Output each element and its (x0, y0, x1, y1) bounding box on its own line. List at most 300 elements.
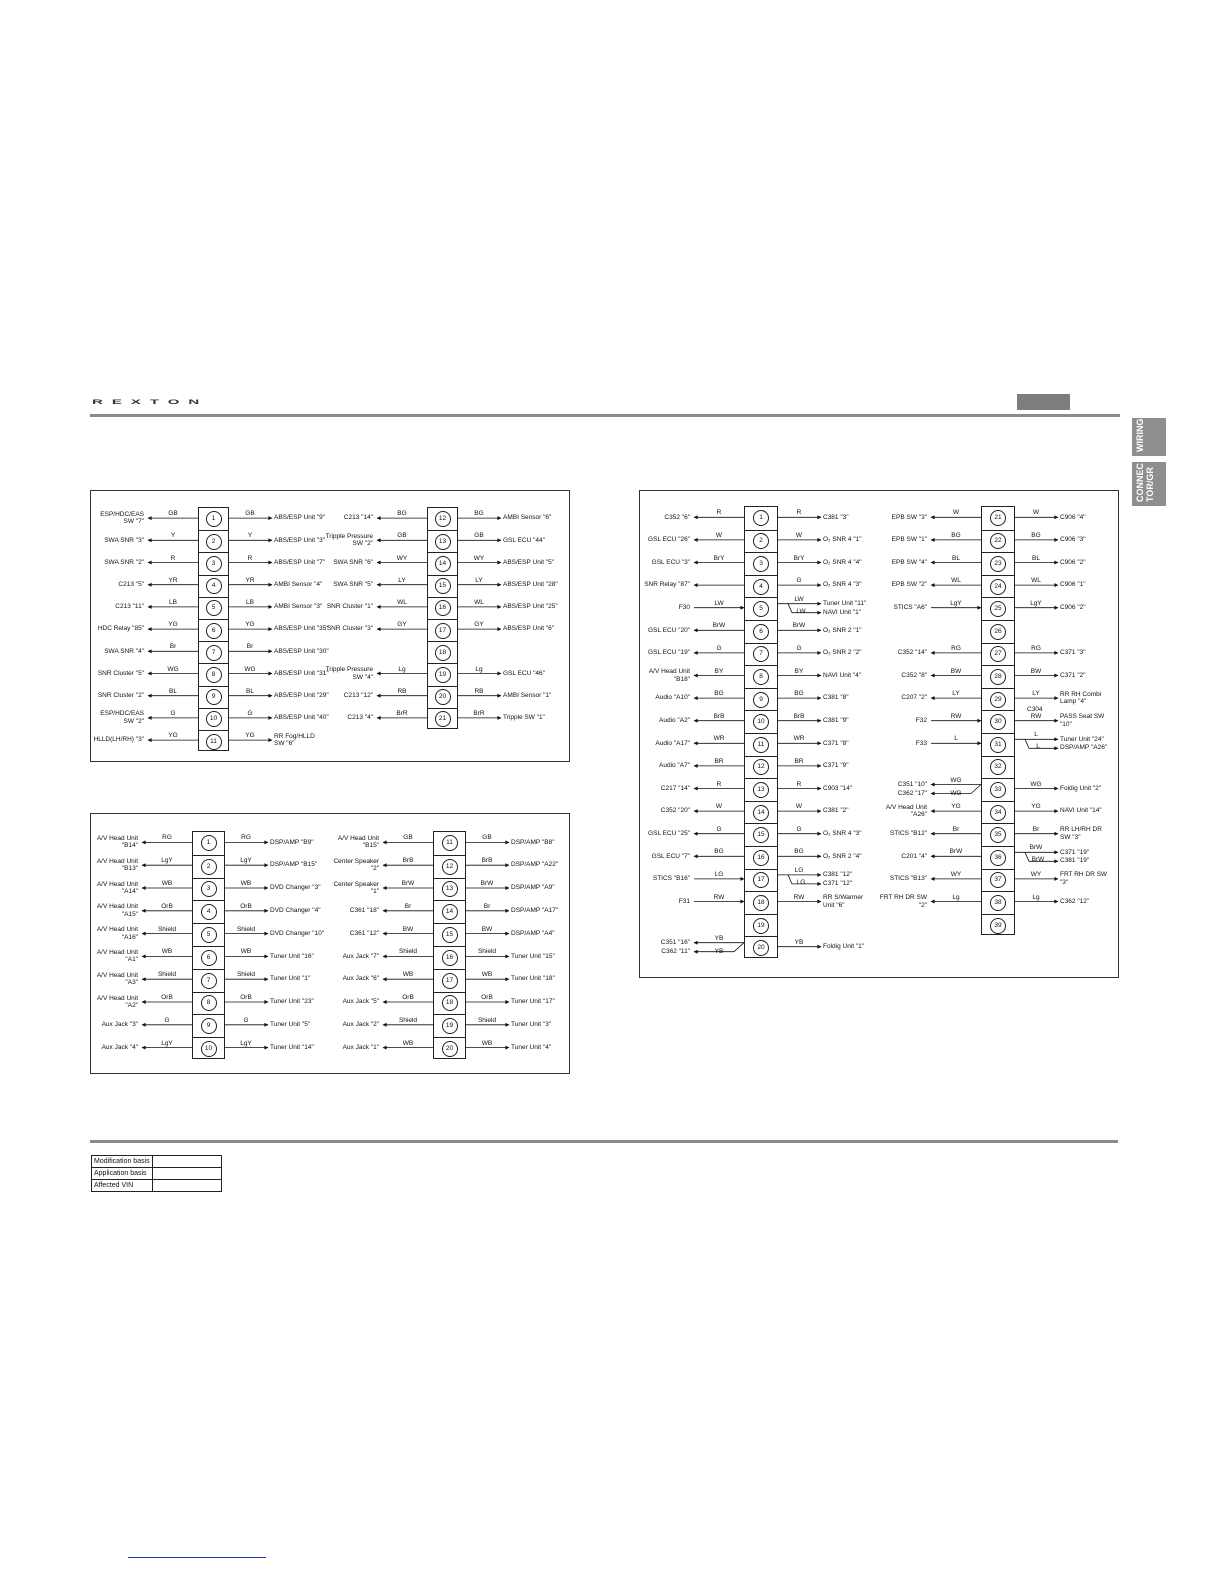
wire-color-right: OrB (240, 994, 252, 1001)
header-rule (90, 414, 1120, 417)
wire-color-right: YR (245, 576, 255, 584)
circuit-left: SNR Relay "87" (644, 581, 690, 589)
wire-color-left: WB (402, 1039, 414, 1047)
footer-label: Application basis (92, 1168, 153, 1180)
pin-cell (745, 869, 777, 892)
wire-color-left: L (954, 735, 958, 743)
wire-color-right: BG (474, 510, 484, 518)
circuit-right: RR S/Warmer Unit "6" (823, 894, 864, 909)
circuit-right: ABS/ESP Unit "5" (503, 558, 555, 566)
brand-logo: REXTON (92, 398, 209, 406)
circuit-left: C352 "14" (897, 649, 927, 657)
circuit-right: Tuner Unit "3" (511, 1021, 552, 1029)
wire-color-left: BrW (401, 880, 415, 887)
wire-color-left: BrB (713, 712, 725, 720)
pin-number: 22 (990, 533, 1006, 549)
circuit-right: ABS/ESP Unit "35" (274, 625, 329, 633)
wire-color-right: GB (482, 834, 492, 842)
wire-color-right: W (1032, 509, 1040, 517)
pin-number: 6 (753, 624, 769, 640)
wire-color-right: RG (241, 834, 251, 842)
pin-number: 20 (753, 940, 769, 956)
footer-row (92, 1180, 222, 1192)
circuit-right: GSL ECU "44" (503, 536, 545, 544)
wire-color-left: YG (168, 732, 178, 740)
circuit-left: GSL ECU "3" (651, 558, 690, 566)
pin-cell (745, 733, 777, 756)
circuit-right: O₂ SNR 4 "3" (823, 829, 862, 837)
wire-color-left: LY (952, 690, 960, 698)
wire-color-right: LgY (240, 1039, 252, 1047)
pin-cell (982, 530, 1014, 553)
circuit-right: C381 "12" (823, 871, 853, 879)
pin-cell (193, 1037, 224, 1060)
wire-color-right: BrB (793, 712, 805, 720)
circuit-left: Tripple Pressure SW "4" (325, 666, 373, 681)
pin-cell (199, 530, 228, 552)
pin-cell (428, 641, 457, 663)
pin-cell (745, 643, 777, 666)
wire-color-left: BrB (402, 857, 414, 865)
circuit-right: C371 "3" (1060, 649, 1086, 657)
circuit-right: C906 "2" (1060, 603, 1086, 611)
wire-color-left: LgY (950, 599, 962, 607)
wire-color-right: BL (246, 687, 254, 695)
pin-cell (199, 619, 228, 641)
circuit-left: C352 "6" (664, 513, 690, 521)
wire-color-right: GB (245, 510, 255, 518)
wire-color-right: LgY (1030, 599, 1042, 607)
circuit-left: Center Speaker "2" (333, 857, 379, 873)
circuit-left: C361 "18" (349, 907, 379, 915)
pin-number: 2 (201, 859, 217, 875)
circuit-right: DVD Changer "10" (270, 929, 325, 937)
wire-color-left: OrB (161, 994, 173, 1001)
pin-cell (434, 878, 465, 901)
circuit-right: Tuner Unit "24" (1060, 735, 1104, 743)
pin-cell (193, 923, 224, 946)
wire-color-right: Lg (1032, 893, 1040, 901)
pin-number: 4 (753, 579, 769, 595)
circuit-left: C201 "4" (901, 852, 927, 860)
circuit-left: EPB SW "4" (891, 558, 927, 566)
wire-color-right: G (796, 577, 802, 585)
pin-number: 5 (753, 601, 769, 617)
circuit-right: NAVI Unit "1" (823, 608, 862, 616)
wire-color-left: BW (402, 925, 414, 933)
circuit-right: O₂ SNR 4 "3" (823, 581, 862, 589)
wire-color-right: BG (1031, 531, 1041, 539)
circuit-right: DSP/AMP "B8" (511, 838, 555, 846)
pin-cell (199, 508, 228, 530)
pin-cell (982, 597, 1014, 620)
circuit-left: SNR Cluster "2" (97, 691, 144, 699)
circuit-right: RR RH Combi Lamp "4" (1060, 690, 1102, 706)
wire-color-right: G (243, 1016, 249, 1024)
wire-color-right: R (796, 780, 802, 788)
pin-cell (745, 778, 777, 801)
pin-number: 16 (753, 850, 769, 866)
wire-color-right: GY (474, 621, 484, 629)
circuit-right: Tuner Unit "14" (270, 1043, 314, 1051)
wire-color-right: Lg (475, 665, 483, 673)
circuit-right: ABS/ESP Unit "7" (274, 558, 326, 566)
wire-color-left: Shield (157, 925, 177, 933)
pin-cell (982, 801, 1014, 824)
wire-color-left: BG (397, 510, 407, 518)
wire-color-left: R (170, 554, 176, 562)
circuit-left: STICS "A6" (893, 603, 927, 611)
circuit-right: DVD Changer "3" (270, 884, 321, 892)
wire-layer (91, 814, 569, 1073)
pin-cell (745, 756, 777, 779)
circuit-left: EPB SW "3" (891, 513, 927, 521)
wire-color-right: Y (247, 532, 253, 540)
pin-number: 25 (990, 601, 1006, 617)
wire-color-right: WY (473, 554, 485, 562)
pin-cell (982, 575, 1014, 598)
wire-color-right: WL (1031, 577, 1041, 585)
wire-color-right: RB (474, 687, 484, 695)
pin-cell (434, 832, 465, 855)
pin-number: 15 (435, 578, 451, 594)
circuit-left: C213 "12" (343, 691, 373, 699)
circuit-right: DSP/AMP "A4" (511, 929, 555, 937)
wire-color-right: Br (1032, 825, 1040, 833)
circuit-right: ABS/ESP Unit "6" (503, 625, 555, 633)
wire-color-left: RW (713, 893, 725, 901)
circuit-right: Tuner Unit "18" (511, 975, 555, 983)
wire-color-left: G (716, 825, 722, 833)
connector-block (192, 831, 225, 1059)
pin-cell (199, 730, 228, 752)
pin-number: 20 (435, 689, 451, 705)
wire-color-left: WR (713, 735, 725, 743)
pin-cell (745, 665, 777, 688)
footer-value (152, 1168, 221, 1180)
pin-cell (745, 914, 777, 937)
pin-cell (745, 710, 777, 733)
pin-cell (428, 663, 457, 685)
wire-color-right: RG (1031, 644, 1041, 652)
circuit-right: ABS/ESP Unit "29" (274, 691, 329, 699)
wire-color-right: BrW (480, 880, 494, 887)
pin-number: 24 (990, 579, 1006, 595)
pin-number: 11 (753, 737, 769, 753)
circuit-right: ABS/ESP Unit "31" (274, 669, 329, 677)
circuit-right: C903 "14" (823, 784, 853, 792)
pin-cell (428, 619, 457, 641)
wire-color-left: BG (951, 531, 961, 539)
wire-color-left: OrB (402, 994, 414, 1001)
pin-number: 11 (442, 835, 458, 851)
wire-color-right: BrY (793, 554, 805, 562)
wire-color-right: YG (1031, 803, 1041, 811)
circuit-left: ESP/HDC/EAS SW "7" (100, 510, 144, 526)
wire-color-left: RG (951, 644, 961, 652)
circuit-left: A/V Head Unit "A26" (885, 803, 927, 819)
pin-cell (745, 507, 777, 530)
wire-color-left: LG (714, 870, 724, 878)
circuit-left: C213 "11" (115, 603, 144, 611)
page-section-marker (1017, 394, 1070, 410)
pin-number: 20 (442, 1041, 458, 1057)
circuit-left: GSL ECU "20" (648, 626, 690, 634)
pin-number: 23 (990, 556, 1006, 572)
circuit-right: O₂ SNR 2 "2" (823, 649, 862, 657)
wire-color-right: OrB (481, 994, 493, 1001)
pin-number: 27 (990, 646, 1006, 662)
wire-color-right: WY (1030, 870, 1042, 878)
circuit-right: Foldig Unit "2" (1060, 784, 1102, 792)
circuit-left: Aux Jack "1" (342, 1043, 379, 1051)
circuit-right: ABS/ESP Unit "28" (503, 580, 558, 588)
pin-cell (982, 710, 1014, 733)
circuit-left: A/V Head Unit "A14" (96, 880, 138, 895)
pin-cell (982, 552, 1014, 575)
circuit-right: ABS/ESP Unit "3" (274, 536, 326, 544)
pin-number: 3 (753, 556, 769, 572)
circuit-right: C381 "2" (823, 807, 849, 815)
wire-color-left: BY (714, 667, 724, 675)
pin-cell (199, 708, 228, 730)
tab-wiring[interactable]: WIRING (1132, 418, 1166, 456)
wire-color-right: Shield (477, 1016, 497, 1024)
circuit-left: SNR Cluster "5" (97, 669, 144, 677)
circuit-left: SNR Cluster "3" (326, 625, 373, 633)
pin-cell (434, 1037, 465, 1060)
pin-number: 17 (435, 623, 451, 639)
pin-number: 34 (990, 805, 1006, 821)
circuit-left: GSL ECU "7" (651, 852, 690, 860)
circuit-right: PASS Seat SW "10" (1060, 713, 1105, 728)
wire-color-right: LG (794, 866, 804, 874)
wire-color-left: LgY (161, 1039, 173, 1047)
circuit-right: Foldig Unit "1" (823, 942, 865, 950)
circuit-right: C371 "19" (1060, 848, 1090, 856)
circuit-left: EPB SW "1" (891, 536, 927, 544)
circuit-right: O₂ SNR 2 "4" (823, 852, 862, 860)
splice-note: C304 (1027, 705, 1043, 713)
footer-value (152, 1180, 221, 1192)
pin-number: 17 (442, 973, 458, 989)
wire-color-left: BG (714, 690, 724, 698)
circuit-left: F33 (915, 739, 927, 747)
wire-color-left: G (164, 1016, 170, 1024)
circuit-right: DSP/AMP "A26" (1060, 744, 1108, 752)
circuit-right: C371 "8" (823, 739, 849, 747)
circuit-right: Tuner Unit "23" (270, 998, 314, 1006)
pin-cell (434, 946, 465, 969)
circuit-left: Tripple Pressure SW "2" (325, 532, 373, 548)
circuit-right: Tuner Unit "11" (823, 599, 867, 607)
wire-color-left: BrW (949, 848, 963, 856)
pin-number: 29 (990, 692, 1006, 708)
circuit-left: C362 "11" (661, 947, 690, 955)
wire-color-right: R (247, 554, 253, 562)
pin-number: 35 (990, 827, 1006, 843)
wire-color-right: WB (481, 971, 493, 979)
circuit-left: SWA SNR "4" (104, 647, 144, 655)
pin-cell (428, 508, 457, 530)
wire-color-left: YB (714, 934, 724, 942)
pin-number: 6 (201, 950, 217, 966)
pin-cell (982, 507, 1014, 530)
circuit-left: Aux Jack "2" (342, 1021, 379, 1029)
circuit-left: A/V Head Unit "B15" (337, 834, 379, 850)
circuit-right: AMBI Sensor "6" (503, 514, 552, 522)
pin-cell (434, 1014, 465, 1037)
wire-color-left: WB (161, 948, 173, 956)
circuit-left: A/V Head Unit "A16" (96, 926, 138, 941)
pin-cell (434, 900, 465, 923)
circuit-right: C906 "1" (1060, 581, 1086, 589)
wire-color-right: LY (475, 576, 483, 584)
circuit-left: Center Speaker "1" (333, 880, 379, 895)
wire-color-right: LgY (240, 857, 252, 865)
pin-number: 10 (753, 714, 769, 730)
wire-color-left: LY (398, 576, 406, 584)
wire-color-right: RW (1030, 712, 1042, 720)
wire-color-left: BL (169, 687, 177, 695)
circuit-left: C213 "4" (347, 714, 373, 722)
circuit-right: O₂ SNR 2 "1" (823, 626, 862, 634)
pin-cell (982, 823, 1014, 846)
wire-color-right: WR (793, 735, 805, 743)
pin-number: 5 (201, 927, 217, 943)
circuit-right: DSP/AMP "B9" (270, 838, 314, 846)
wire-color-left: W (715, 531, 723, 539)
pin-cell (428, 575, 457, 597)
wire-color-left: G (716, 644, 722, 652)
pin-cell (199, 686, 228, 708)
wire-color-right: BrW (1029, 844, 1043, 852)
pin-number: 39 (990, 918, 1006, 934)
circuit-left: GSL ECU "25" (648, 829, 690, 837)
pin-cell (199, 663, 228, 685)
wire-color-right: WB (240, 880, 252, 887)
circuit-right: ABS/ESP Unit "40" (274, 714, 329, 722)
wire-color-left: Y (170, 532, 176, 540)
pin-cell (428, 686, 457, 708)
pin-number: 38 (990, 895, 1006, 911)
connector-block (427, 507, 458, 729)
circuit-left: F31 (678, 897, 690, 905)
circuit-left: STICS "B16" (652, 875, 690, 883)
wire-color-right: G (796, 644, 802, 652)
pin-number: 13 (435, 534, 451, 550)
circuit-right: NAVI Unit "14" (1060, 807, 1102, 815)
pin-number: 1 (206, 511, 222, 527)
wire-color-left: LgY (161, 857, 173, 865)
circuit-left: Audio "A7" (659, 762, 690, 770)
pin-number: 1 (753, 510, 769, 526)
circuit-right: RR LH/RH DR SW "3" (1060, 826, 1102, 841)
wire-color-right: Shield (477, 948, 497, 956)
footer-value (152, 1156, 221, 1168)
circuit-left: C213 "14" (343, 514, 373, 522)
pin-number: 16 (442, 950, 458, 966)
pin-number: 14 (753, 805, 769, 821)
circuit-left: STICS "B12" (889, 829, 927, 837)
circuit-right: AMBI Sensor "4" (274, 580, 323, 588)
circuit-right: C371 "9" (823, 762, 849, 770)
pin-number: 9 (201, 1018, 217, 1034)
wire-color-right: BrW (1031, 856, 1045, 864)
pin-cell (982, 846, 1014, 869)
connector-block (198, 507, 229, 751)
circuit-left: Audio "A10" (655, 694, 690, 702)
wire-color-left: Shield (398, 948, 418, 956)
pin-cell (428, 552, 457, 574)
connector-block (433, 831, 466, 1059)
wire-color-left: LW (714, 599, 724, 607)
circuit-right: Tuner Unit "5" (270, 1021, 311, 1029)
wire-color-right: WG (1030, 780, 1042, 788)
wire-color-right: WB (481, 1039, 493, 1047)
wire-color-right: L (1036, 743, 1040, 751)
pin-number: 9 (206, 689, 222, 705)
wire-color-left: YG (951, 803, 961, 811)
pin-cell (199, 641, 228, 663)
circuit-left: C217 "14" (660, 784, 690, 792)
pin-number: 4 (201, 904, 217, 920)
wire-color-right: LW (796, 607, 806, 615)
wire-color-right: BG (794, 690, 804, 698)
pin-number: 2 (206, 534, 222, 550)
circuit-right: C906 "4" (1060, 513, 1086, 521)
wire-color-right: OrB (240, 902, 252, 910)
wire-color-left: GB (168, 510, 178, 518)
pin-number: 16 (435, 600, 451, 616)
pin-cell (428, 597, 457, 619)
circuit-right: Tuner Unit "17" (511, 998, 555, 1006)
pin-cell (745, 846, 777, 869)
circuit-left: SWA SNR "2" (104, 558, 144, 566)
wire-color-left: YB (714, 947, 724, 955)
wire-color-right: WB (240, 948, 252, 956)
wire-color-right: BrR (473, 709, 485, 717)
pin-cell (982, 869, 1014, 892)
wire-color-left: BR (714, 757, 724, 765)
circuit-left: FRT RH DR SW "2" (879, 894, 927, 909)
wire-color-right: GB (474, 532, 484, 540)
tab-connector[interactable]: CONNEC TOR/GR (1132, 462, 1166, 506)
circuit-left: HLLD(LH/RH) "3" (93, 736, 144, 744)
circuit-right: ABS/ESP Unit "30" (274, 647, 329, 655)
circuit-right: Tuner Unit "15" (511, 952, 555, 960)
footer-label: Affected VIN (92, 1180, 153, 1192)
circuit-left: Audio "A2" (659, 716, 690, 724)
wire-color-left: WG (950, 789, 962, 797)
circuit-left: C213 "5" (118, 580, 144, 588)
pin-number: 33 (990, 782, 1006, 798)
circuit-left: SWA SNR "3" (104, 536, 144, 544)
pin-number: 28 (990, 669, 1006, 685)
wire-color-left: GB (397, 532, 407, 540)
pin-number: 2 (753, 533, 769, 549)
wire-color-right: G (796, 825, 802, 833)
pin-number: 21 (435, 711, 451, 727)
circuit-right: O₂ SNR 4 "1" (823, 536, 862, 544)
wire-color-right: LB (246, 598, 254, 606)
circuit-right: C381 "9" (823, 716, 849, 724)
circuit-right: DVD Changer "4" (270, 907, 321, 915)
pin-cell (434, 992, 465, 1015)
pin-cell (745, 620, 777, 643)
circuit-left: Audio "A17" (655, 739, 690, 747)
pin-number: 8 (753, 669, 769, 685)
